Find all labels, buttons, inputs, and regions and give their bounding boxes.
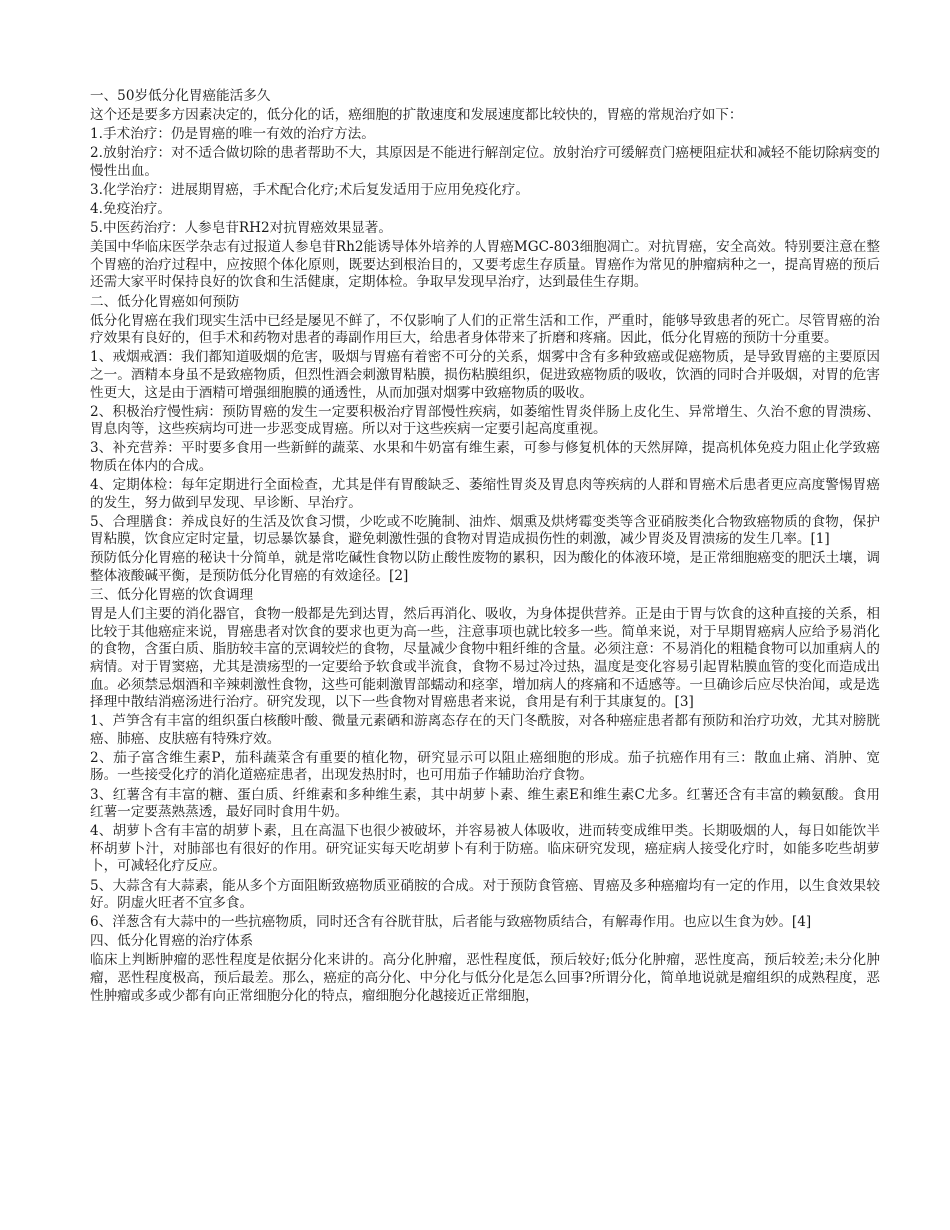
heading-section-2: 二、低分化胃癌如何预防 — [90, 293, 240, 310]
list-item: 2、茄子富含维生素P，茄科蔬菜含有重要的植化物，研究显示可以阻止癌细胞的形成。茄子抗癌作用有三：散血止痛、消肿、宽肠。一些接受化疗的消化道癌症患者，出现发热肘时，也可用茄子作辅助治疗食物。 — [90, 749, 880, 784]
list-item: 1、戒烟戒酒：我们都知道吸烟的危害，吸烟与胃癌有着密不可分的关系，烟雾中含有多种致癌或促癌物质，是导致胃癌的主要原因之一。酒精本身虽不是致癌物质，但烈性酒会刺激胃粘膜，损伤粘膜组织，促进致癌物质的吸收，饮酒的同时合并吸烟，对胃的危害性更大，这是由于酒精可增强细胞膜的通透性，从而加强对烟雾中致癌物质的吸收。 — [90, 349, 880, 401]
heading-section-3: 三、低分化胃癌的饮食调理 — [90, 587, 254, 604]
paragraph: 美国中华临床医学杂志有过报道人参皂苷Rh2能诱导体外培养的人胃癌MGC-803细胞凋亡。对抗胃癌，安全高效。特别要注意在整个胃癌的治疗过程中，应按照个体化原则，既要达到根治目的，又要考虑生存质量。胃癌作为常见的肿瘤病种之一，提高胃癌的预后还需大家平时保持良好的饮食和生活健康，定期体检。争取早发现早治疗，达到最佳生存期。 — [90, 239, 880, 291]
heading-section-1: 一、50岁低分化胃癌能活多久 — [90, 88, 271, 104]
list-item: 5、合理膳食：养成良好的生活及饮食习惯，少吃或不吃腌制、油炸、烟熏及烘烤霉变类等含亚硝胺类化合物致癌物质的食物，保护胃粘膜，饮食应定时定量，切忌暴饮暴食，避免刺激性强的食物对胃造成损伤性的刺激，减少胃炎及胃溃疡的发生几率。[1] — [90, 513, 880, 548]
list-item: 2.放射治疗：对不适合做切除的患者帮助不大，其原因是不能进行解剖定位。放射治疗可缓解贲门癌梗阻症状和减轻不能切除病变的慢性出血。 — [90, 145, 880, 179]
list-item: 6、洋葱含有大蒜中的一些抗癌物质，同时还含有谷胱苷肽，后者能与致癌物质结合，有解毒作用。也应以生食为妙。[4] — [90, 914, 812, 931]
list-item: 3、红薯含有丰富的糖、蛋白质、纤维素和多种维生素，其中胡萝卜素、维生素E和维生素C尤多。红薯还含有丰富的赖氨酸。食用红薯一定要蒸熟蒸透，最好同时食用牛奶。 — [90, 786, 880, 821]
list-item: 1、芦笋含有丰富的组织蛋白核酸叶酸、微量元素硒和游离态存在的天门冬酰胺，对各种癌症患者都有预防和治疗功效，尤其对膀胱癌、肺癌、皮肤癌有特殊疗效。 — [90, 713, 880, 747]
paragraph: 临床上判断肿瘤的恶性程度是依据分化来讲的。高分化肿瘤，恶性程度低，预后较好;低分化肿瘤，恶性度高，预后较差;未分化肿瘤，恶性程度极高，预后最差。那么，癌症的高分化、中分化与低分化是怎么回事?所谓分化，简单地说就是瘤组织的成熟程度，恶性肿瘤或多或少都有向正常细胞分化的特点，瘤细胞分化越接近正常细胞， — [90, 952, 880, 1004]
list-item: 3.化学治疗：进展期胃癌，手术配合化疗;术后复发适用于应用免疫化疗。 — [90, 181, 529, 198]
list-item: 4.免疫治疗。 — [90, 201, 171, 218]
list-item: 2、积极治疗慢性病：预防胃癌的发生一定要积极治疗胃部慢性疾病，如萎缩性胃炎伴肠上皮化生、异常增生、久治不愈的胃溃疡、胃息肉等，这些疾病均可进一步恶变成胃癌。所以对于这些疾病一定要引起高度重视。 — [90, 403, 880, 438]
list-item: 4、定期体检：每年定期进行全面检查，尤其是伴有胃酸缺乏、萎缩性胃炎及胃息肉等疾病的人群和胃癌术后患者更应高度警惕胃癌的发生，努力做到早发现、早诊断、早治疗。 — [90, 476, 880, 511]
document-body — [90, 88, 880, 1007]
paragraph: 胃是人们主要的消化器官，食物一般都是先到达胃，然后再消化、吸收，为身体提供营养。正是由于胃与饮食的这种直接的关系，相比较于其他癌症来说，胃癌患者对饮食的要求也更为高一些，注意事项也就比较多一些。简单来说，对于早期胃癌病人应给予易消化的食物，含蛋白质、脂肪较丰富的烹调较烂的食物，尽量减少食物中粗纤维的含量。必须注意：不易消化的粗糙食物可以加重病人的病情。对于胃窦癌，尤其是溃疡型的一定要给予软食或半流食，食物不易过冷过热，温度是变化容易引起胃粘膜血管的变化而造成出血。必须禁忌烟酒和辛辣刺激性食物，这些可能刺激胃部蠕动和痉挛，增加病人的疼痛和不适感等。一旦确诊后应尽快治闻，或是选择理中散结消癌汤进行治疗。研究发现，以下一些食物对胃癌患者来说，食用是有利于其康复的。[3] — [90, 606, 880, 711]
paragraph: 预防低分化胃癌的秘诀十分简单，就是常吃碱性食物以防止酸性废物的累积，因为酸化的体液环境，是正常细胞癌变的肥沃土壤，调整体液酸碱平衡，是预防低分化胃癌的有效途径。[2] — [90, 550, 880, 584]
list-item: 3、补充营养：平时要多食用一些新鲜的蔬菜、水果和牛奶富有维生素，可参与修复机体的天然屏障，提高机体免疫力阻止化学致癌物质在体内的合成。 — [90, 440, 880, 474]
heading-section-4: 四、低分化胃癌的治疗体系 — [90, 933, 254, 950]
list-item: 1.手术治疗：仍是胃癌的唯一有效的治疗方法。 — [90, 126, 375, 143]
paragraph: 低分化胃癌在我们现实生活中已经是屡见不鲜了，不仅影响了人们的正常生活和工作，严重时，能够导致患者的死亡。尽管胃癌的治疗效果有良好的，但手术和药物对患者的毒副作用巨大，给患者身体带来了折磨和疼痛。因此，低分化胃癌的预防十分重要。 — [90, 312, 880, 347]
list-item: 4、胡萝卜含有丰富的胡萝卜素，且在高温下也很少被破坏，并容易被人体吸收，进而转变成维甲类。长期吸烟的人，每日如能饮半杯胡萝卜汁，对肺部也有很好的作用。研究证实每天吃胡萝卜有利于防癌。临床研究发现，癌症病人接受化疗时，如能多吃些胡萝卜，可减轻化疗反应。 — [90, 823, 880, 875]
paragraph: 这个还是要多方因素决定的，低分化的话，癌细胞的扩散速度和发展速度都比较快的，胃癌的常规治疗如下： — [90, 107, 743, 124]
list-item: 5.中医药治疗：人参皂苷RH2对抗胃癌效果显著。 — [90, 220, 392, 237]
list-item: 5、大蒜含有大蒜素，能从多个方面阻断致癌物质亚硝胺的合成。对于预防食管癌、胃癌及多种癌瘤均有一定的作用，以生食效果较好。阴虚火旺者不宜多食。 — [90, 877, 880, 912]
